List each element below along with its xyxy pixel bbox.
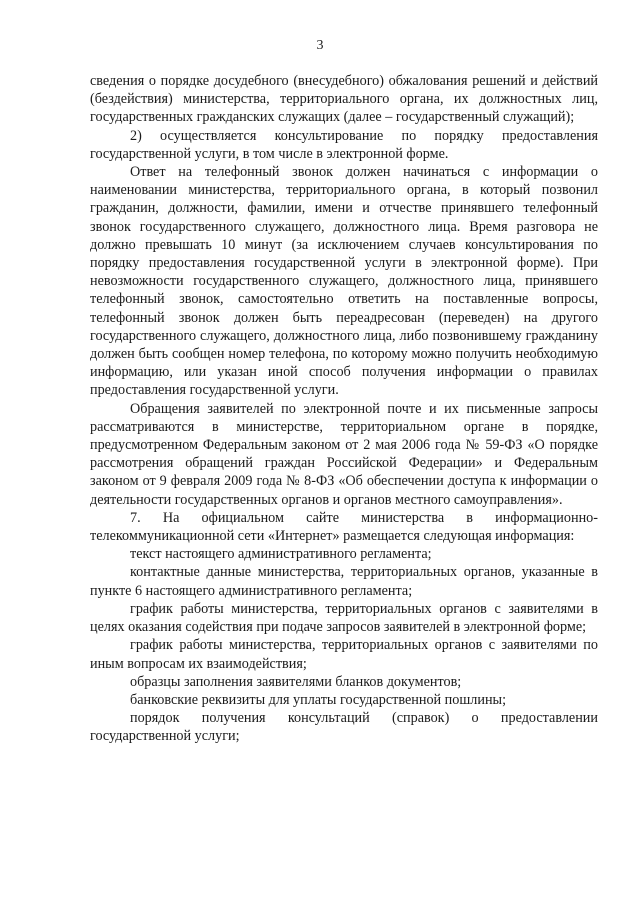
- paragraph-email-requests: Обращения заявителей по электронной почте и их письменные запросы рассматриваются в министерстве, территориальном органе в порядке, предусмотренном Федеральным законом от 2 мая 2006 года № 59-ФЗ «О порядке рассмотрения обращений граждан Российской Федерации» и Федеральным законом от 9 февраля 2009 года № 8-ФЗ «Об обеспечении доступа к информации о деятельности государственных органов и органов местного самоуправления».: [90, 400, 598, 508]
- document-body: [90, 72, 598, 746]
- list-item-consultation-procedure: порядок получения консультаций (справок) о предоставлении государственной услуги;: [90, 710, 598, 745]
- list-item-schedule-electronic: график работы министерства, территориальных органов с заявителями в целях оказания содействия при подаче запросов заявителей в электронной форме;: [90, 600, 598, 636]
- list-item-schedule-other: график работы министерства, территориальных органов с заявителями по иным вопросам их взаимодействия;: [90, 637, 598, 672]
- paragraph-phone-call: Ответ на телефонный звонок должен начинаться с информации о наименовании министерства, территориального органа, в который позвонил гражданин, должности, фамилии, имени и отчестве принявшего телефонный звонок государственного служащего, должностного лица. Время разговора не должно превышать 10 минут (за исключением случаев консультирования по порядку предоставления государственной услуги в электронной форме). При невозможности государственного служащего, должностного лица, принявшего телефонный звонок, самостоятельно ответить на поставленные вопросы, телефонный звонок должен быть переадресован (переведен) на другого государственного служащего, должностного лица, либо позвонившему гражданину должен быть сообщен номер телефона, по которому можно получить необходимую информацию, или указан иной способ получения информации о правилах предоставления государственной услуги.: [90, 164, 598, 399]
- page-number: 3: [316, 38, 324, 53]
- paragraph-appeal-info: сведения о порядке досудебного (внесудебного) обжалования решений и действий (бездействия) министерства, территориального органа, их должностных лиц, государственных гражданских служащих (далее – государственный служащий);: [90, 73, 598, 126]
- list-item-form-samples: образцы заполнения заявителями бланков документов;: [130, 673, 462, 690]
- list-item-regulation-text: текст настоящего административного регламента;: [130, 546, 432, 563]
- list-item-bank-details: банковские реквизиты для уплаты государственной пошлины;: [130, 691, 507, 708]
- paragraph-website-info: 7. На официальном сайте министерства в информационно-телекоммуникационной сети «Интернет» размещается следующая информация:: [90, 509, 598, 545]
- list-item-contact-data: контактные данные министерства, территориальных органов, указанные в пункте 6 настоящего административного регламента;: [90, 564, 598, 599]
- paragraph-consulting: 2) осуществляется консультирование по порядку предоставления государственной услуги, в том числе в электронной форме.: [90, 127, 598, 162]
